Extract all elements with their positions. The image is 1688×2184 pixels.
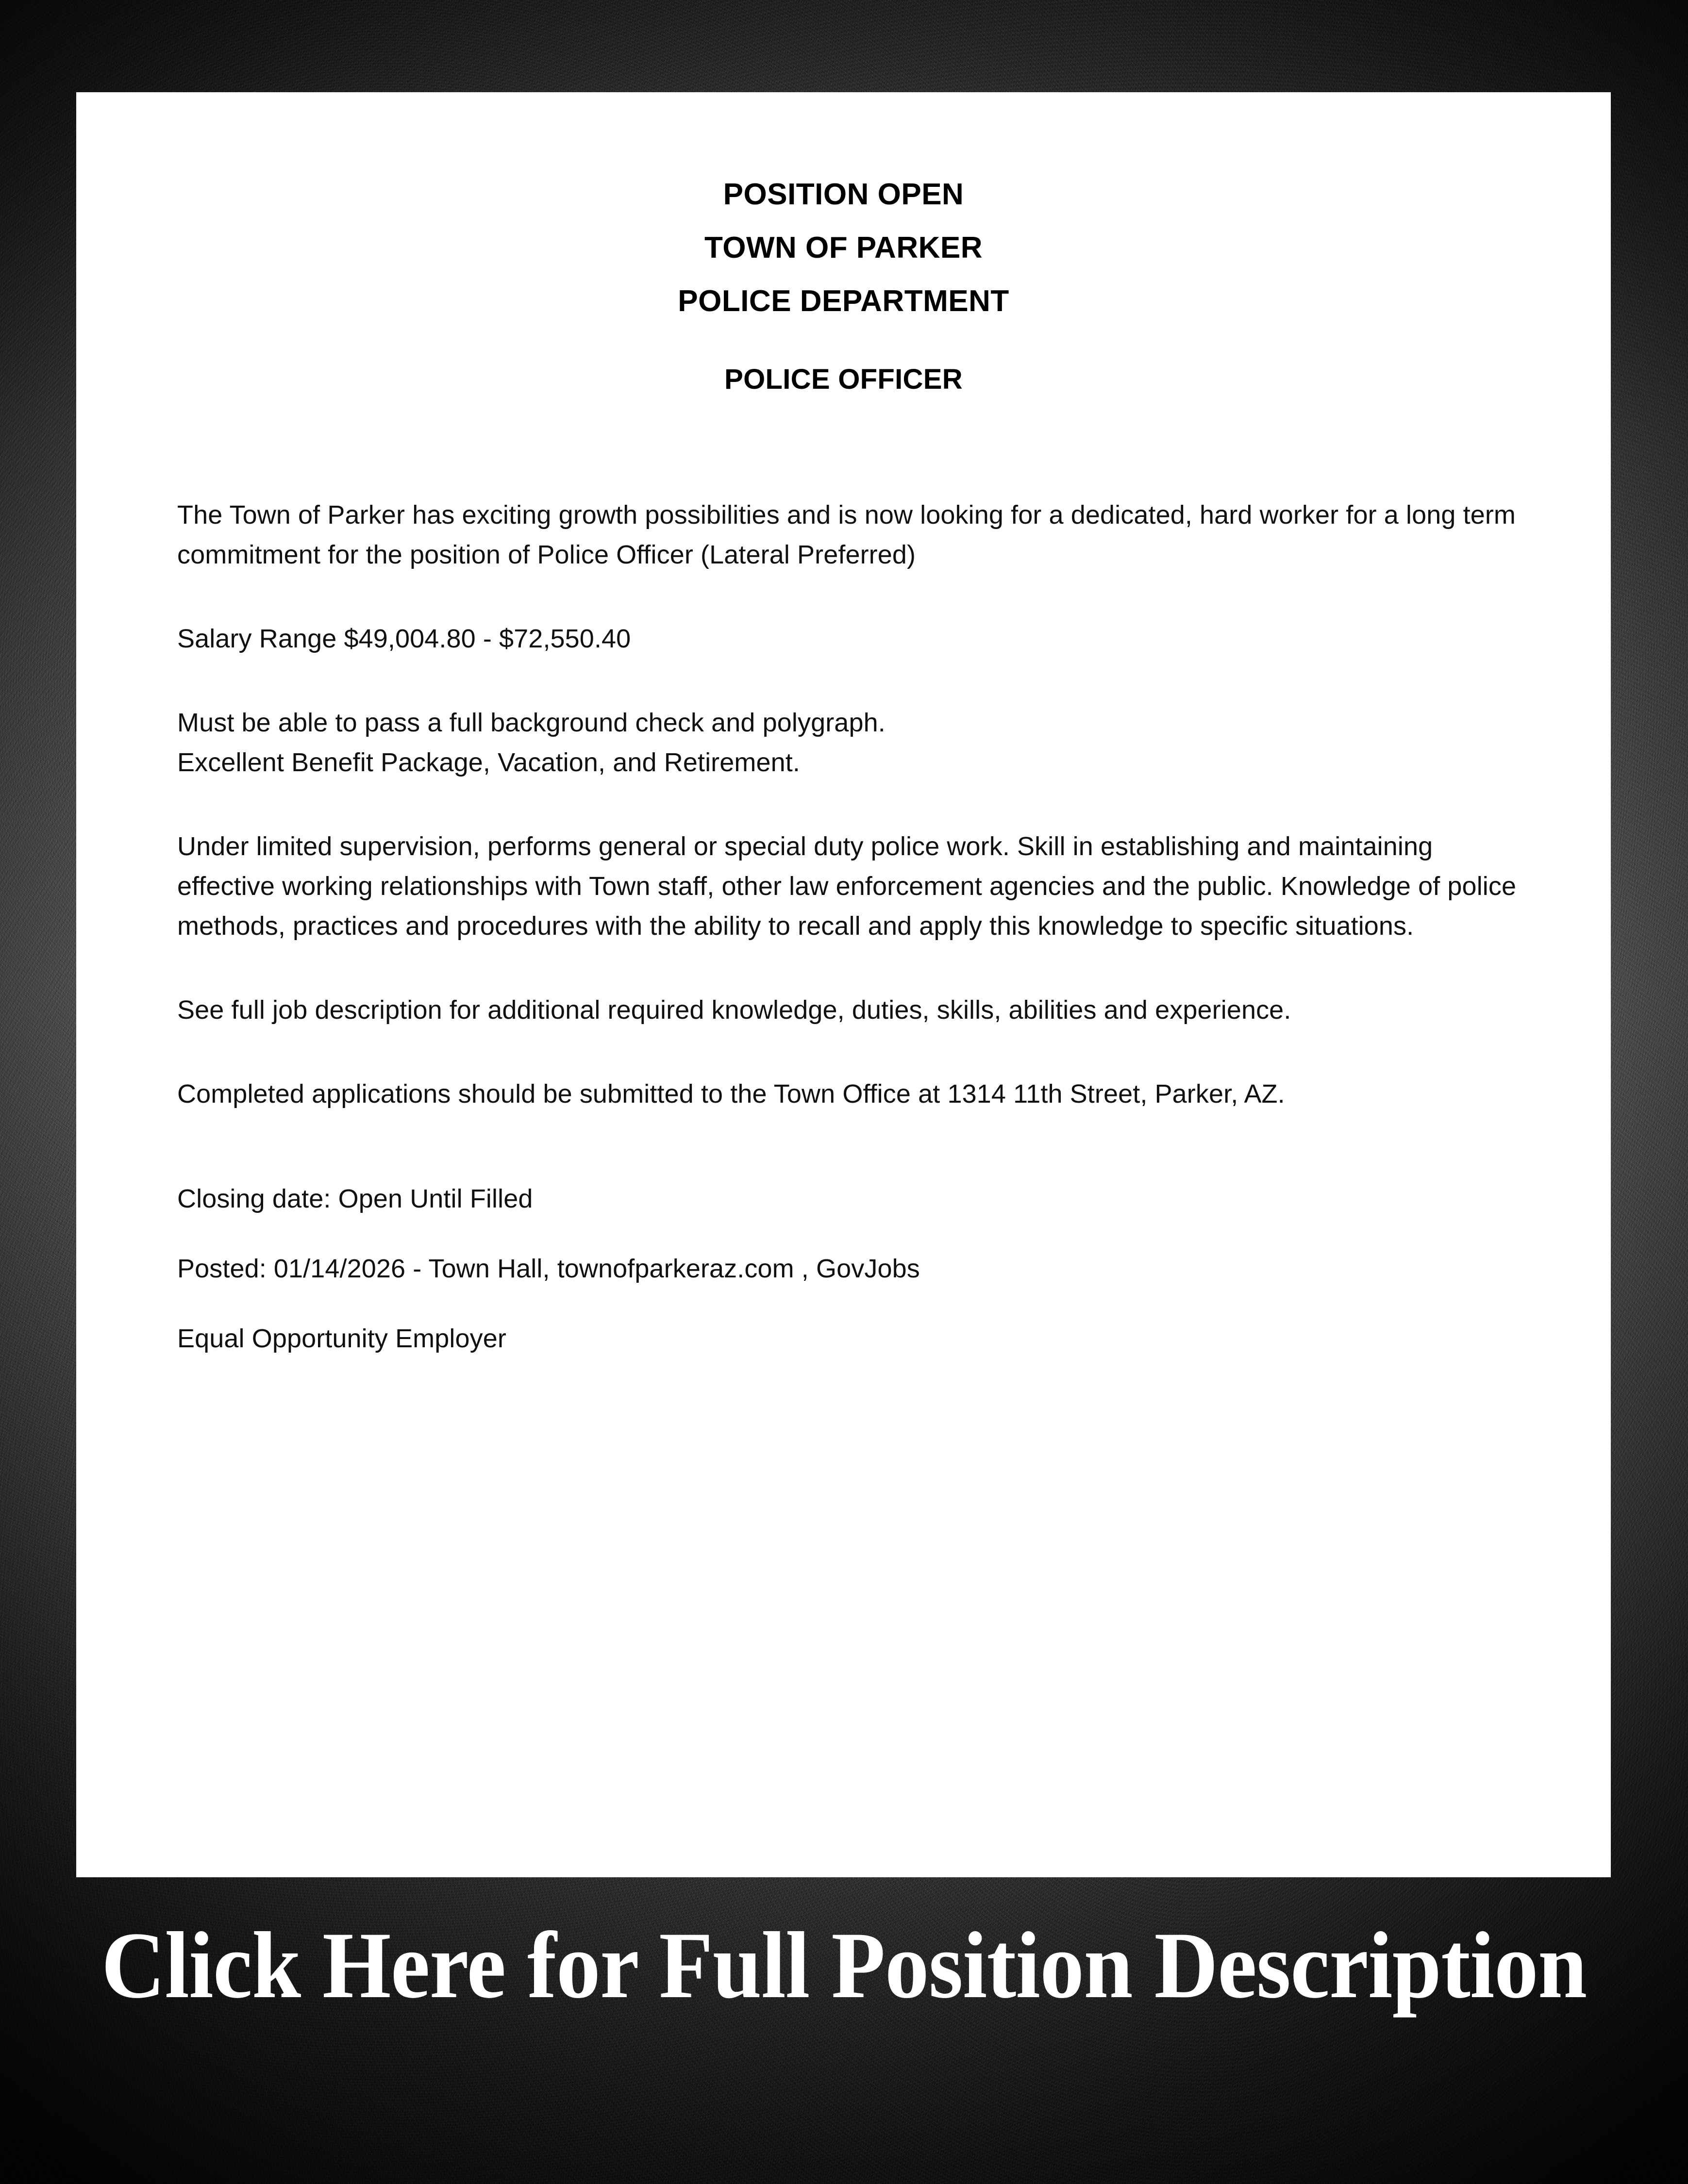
paragraph-salary-range: Salary Range $49,004.80 - $72,550.40 — [177, 624, 631, 653]
page-title: POSITION OPEN — [723, 178, 964, 211]
full-description-banner[interactable] — [0, 1913, 1688, 2018]
paragraph-benefits: Excellent Benefit Package, Vacation, and Retirement. — [177, 748, 800, 777]
full-description-link-label[interactable]: Click Here for Full Position Description — [101, 1913, 1587, 2018]
department-name: POLICE DEPARTMENT — [678, 284, 1009, 318]
paragraph-intro: The Town of Parker has exciting growth possibilities and is now looking for a dedicated, hard worker for a long term commitment for the position of Police Officer (Lateral Preferred) — [177, 500, 1516, 569]
paragraph-equal-opportunity-employer: Equal Opportunity Employer — [177, 1324, 506, 1353]
organization-name: TOWN OF PARKER — [704, 231, 983, 265]
paragraph-see-full-description: See full job description for additional required knowledge, duties, skills, abilities and experience. — [177, 995, 1291, 1025]
paragraph-duties: Under limited supervision, performs general or special duty police work. Skill in establishing and maintaining effective working relationships with Town staff, other law enforcement agencies and the public. Knowledge of police methods, practices and procedures with the ability to recall and apply this knowledge to specific situations. — [177, 832, 1517, 941]
paragraph-closing-date: Closing date: Open Until Filled — [177, 1184, 533, 1213]
paragraph-submit-applications: Completed applications should be submitted to the Town Office at 1314 11th Street, Parker, AZ. — [177, 1079, 1285, 1109]
paragraph-posted: Posted: 01/14/2026 - Town Hall, townofparkeraz.com , GovJobs — [177, 1254, 920, 1283]
job-posting-sheet — [76, 92, 1611, 1877]
position-title: POLICE OFFICER — [724, 364, 963, 395]
posting-body — [177, 495, 1517, 1358]
paragraph-background-check: Must be able to pass a full background check and polygraph. — [177, 708, 886, 737]
posting-header — [76, 92, 1611, 397]
